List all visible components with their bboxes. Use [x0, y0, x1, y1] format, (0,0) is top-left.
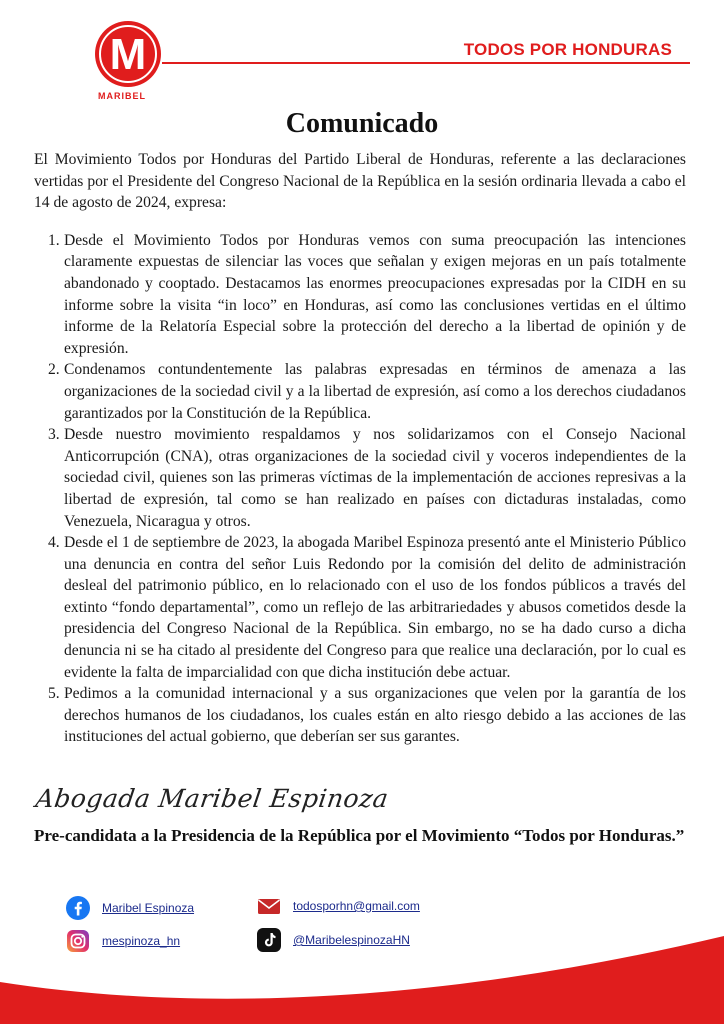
list-number: 3.: [48, 426, 60, 444]
points-list: [34, 230, 686, 748]
email-contact[interactable]: [257, 894, 420, 918]
list-item-text: Condenamos contundentemente las palabras expresadas en términos de amenaza a las organizaciones de la sociedad civil y a la libertad de expresión, así como a los derechos ciudadanos garantizados por la Constitución de la República.: [64, 361, 686, 422]
list-item: [34, 683, 686, 748]
facebook-contact[interactable]: [66, 896, 194, 920]
document-body: [34, 149, 686, 748]
facebook-handle: Maribel Espinoza: [102, 901, 195, 915]
logo-caption: MARIBEL: [98, 91, 146, 101]
intro-paragraph: El Movimiento Todos por Honduras del Partido Liberal de Honduras, referente a las declaraciones vertidas por el Presidente del Congreso Nacional de la República en la sesión ordinaria llevada a cabo el 14 de agosto de 2024, expresa:: [34, 151, 686, 212]
list-item-text: Desde nuestro movimiento respaldamos y nos solidarizamos con el Consejo Nacional Anticorrupción (CNA), otras organizaciones de la sociedad civil y voceros independientes de la sociedad civil, quienes son las primeras víctimas de la implementación de acciones represivas a la libertad de expresión, tal como se han realizado en países con dictaduras instaladas, como Venezuela, Nicaragua y otros.: [64, 426, 686, 530]
list-number: 1.: [48, 231, 60, 249]
logo-letter: M: [109, 30, 147, 79]
facebook-icon: [66, 896, 90, 920]
document-title: Comunicado: [285, 108, 439, 139]
list-number: 2.: [48, 361, 60, 379]
list-number: 4.: [48, 534, 60, 552]
list-item-text: Pedimos a la comunidad internacional y a sus organizaciones que velen por la garantía de los derechos humanos de los ciudadanos, los cuales están en alto riesgo debido a las acciones de las instituciones del actual gobierno, que deberían ser sus garantes.: [64, 685, 686, 746]
list-item-text: Desde el Movimiento Todos por Honduras vemos con suma preocupación las intenciones claramente expuestas de silenciar las voces que señalan y exigen mejoras en un país totalmente abandonado y cooptado. Destacamos las enormes preocupaciones expresadas por la CIDH en su informe sobre la visita “in loco” en Honduras, así como las conclusiones vertidas en el último informe de la Relatoría Especial sobre la protección del derecho a la libertad de opinión y de expresión.: [64, 231, 686, 357]
candidacy-statement: Pre-candidata a la Presidencia de la República por el Movimiento “Todos por Honduras.”: [34, 826, 685, 845]
list-item: [34, 359, 686, 424]
list-item: [34, 230, 686, 360]
email-icon: [257, 894, 281, 918]
signature: Abogada Maribel Espinoza: [33, 784, 391, 813]
list-item: [34, 424, 686, 532]
instagram-handle: mespinoza_hn: [102, 934, 181, 948]
header-divider: [162, 62, 690, 64]
list-number: 5.: [48, 685, 60, 703]
footer-wave: [0, 930, 724, 1024]
email-address: todosporhn@gmail.com: [293, 899, 420, 913]
header-tagline: TODOS POR HONDURAS: [463, 40, 672, 59]
tiktok-handle: @MaribelespinozaHN: [293, 933, 410, 947]
list-item: [34, 532, 686, 683]
list-item-text: Desde el 1 de septiembre de 2023, la abogada Maribel Espinoza presentó ante el Ministerio Público una denuncia en contra del señor Luis Redondo por la comisión del delito de administración desleal del patrimonio público, en lo relacionado con el uso de los fondos públicos a través del extinto “fondo departamental”, como un reflejo de las arbitrariedades y abusos cometidos desde la presidencia del Congreso Nacional de la República. Sin embargo, no se ha dado curso a dicha denuncia ni se ha citado al presidente del Congreso para que realice una declaración, por lo cual es evidente la falta de imparcialidad con que dicha institución debe actuar.: [64, 534, 686, 681]
